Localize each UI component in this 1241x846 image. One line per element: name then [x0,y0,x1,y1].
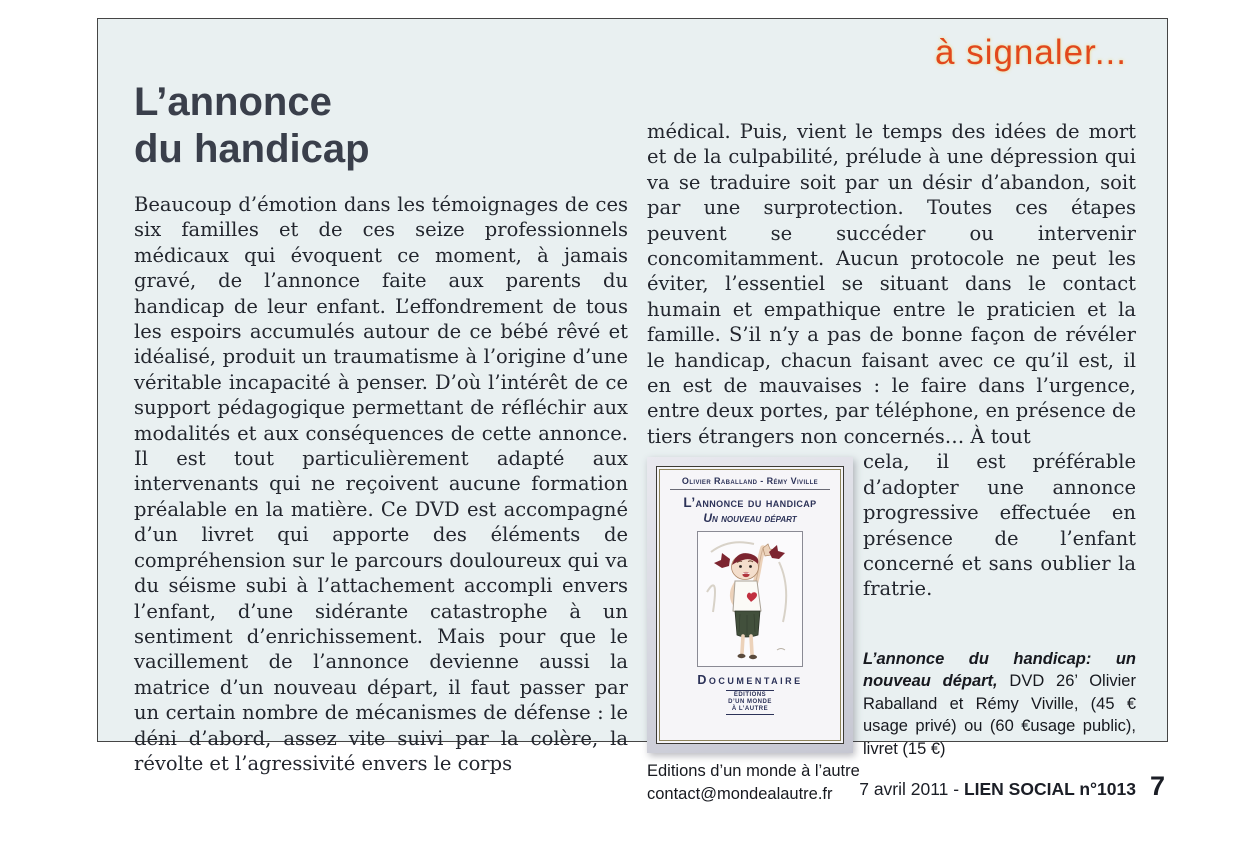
dvd-cover-authors: Olivier Raballand - Rémy Viville [670,476,830,490]
page-number: 7 [1149,771,1165,801]
caption-publisher: Editions d’un monde à l’autre [647,762,860,781]
footer-magazine-name: LIEN SOCIAL n°1013 [963,779,1136,799]
dvd-cover-genre: Documentaire [697,673,803,688]
footer-date: 7 avril 2011 - [859,779,964,799]
article-paragraph-right-top: médical. Puis, vient le temps des idées de mort et de la culpabilité, prélude à une dépression qui va se traduire soit par un désir d’abandon, soit par une surprotection. Toutes ces étapes peuvent se succéder ou intervenir concomitamment. Aucun protocole ne peut les éviter, l’essentiel se situant dans le contact humain et empathique entre le praticien et la famille. S’il n’y a pas de bonne façon de révéler le handicap, chacun faisant avec ce qu’il est, il en est de mauvaises : le faire dans l’urgence, entre deux portes, par téléphone, en présence de tiers étrangers non concernés… À tout [647,120,1136,448]
article-title [134,79,628,173]
caption-contact: contact@mondealautre.fr [647,784,833,803]
caption-details: DVD 26’ Olivier Raballand et Rémy Viville, (45 € usage privé) ou (60 €usage public), livret (15 €) [863,672,1136,758]
publisher-logo-line2: D’UN MONDE [728,699,772,706]
dvd-cover-title: L’annonce du handicap [683,495,817,511]
publisher-logo-line1: ÉDITIONS [733,692,767,699]
article-column-left [134,79,628,776]
article-paragraph-left: Beaucoup d’émotion dans les témoignages de ces six familles et de ces seize professionnels médicaux qui évoquent ce moment, à jamais gravé, de l’annonce faite aux parents du handicap de leur enfant. L’effondrement de tous les espoirs accumulés autour de ce bébé rêvé et idéalisé, produit un traumatisme à l’origine d’une véritable incapacité à penser. D’où l’intérêt de ce support pédagogique permettant de réfléchir aux modalités et aux conséquences de cette annonce. Il est tout particulièrement adapté aux intervenants qui ne reçoivent aucune formation préalable en la matière. Ce DVD est accompagné d’un livret qui apporte des éléments de compréhension sur le parcours douloureux qui va du séisme subi à l’attachement accompli envers l’enfant, d’une sidérante catastrophe à un sentiment d’enrichissement. Mais pour que le vacillement de l’annonce devienne aussi la matrice d’un nouveau départ, il faut passer par un certain nombre de mécanismes de défense : le déni d’abord, assez vite suivi par la colère, la révolte et l’agressivité envers le corps [134,193,628,775]
page-footer [859,771,1165,802]
publisher-logo-line3: À L’AUTRE [731,706,769,713]
caption-title: L’annonce du handicap: un nouveau départ, [863,649,1136,691]
publisher-logo [726,690,774,715]
article-paragraph-right-wrap: cela, il est préférable d’adopter une annonce progressive effectuée en présence de l’enfant concerné et sans oublier la fratrie. [863,450,1136,601]
dvd-cover-photo [647,457,853,753]
child-drawing-icon [698,532,800,664]
dvd-cover-illustration [697,531,803,667]
dvd-cover-card [656,466,844,744]
section-label: à signaler... [935,33,1127,72]
article-title-line1: L’annonce [134,80,332,124]
dvd-cover-subtitle: Un nouveau départ [703,511,797,526]
article-column-right [647,119,1136,822]
article-title-line2: du handicap [134,127,370,171]
